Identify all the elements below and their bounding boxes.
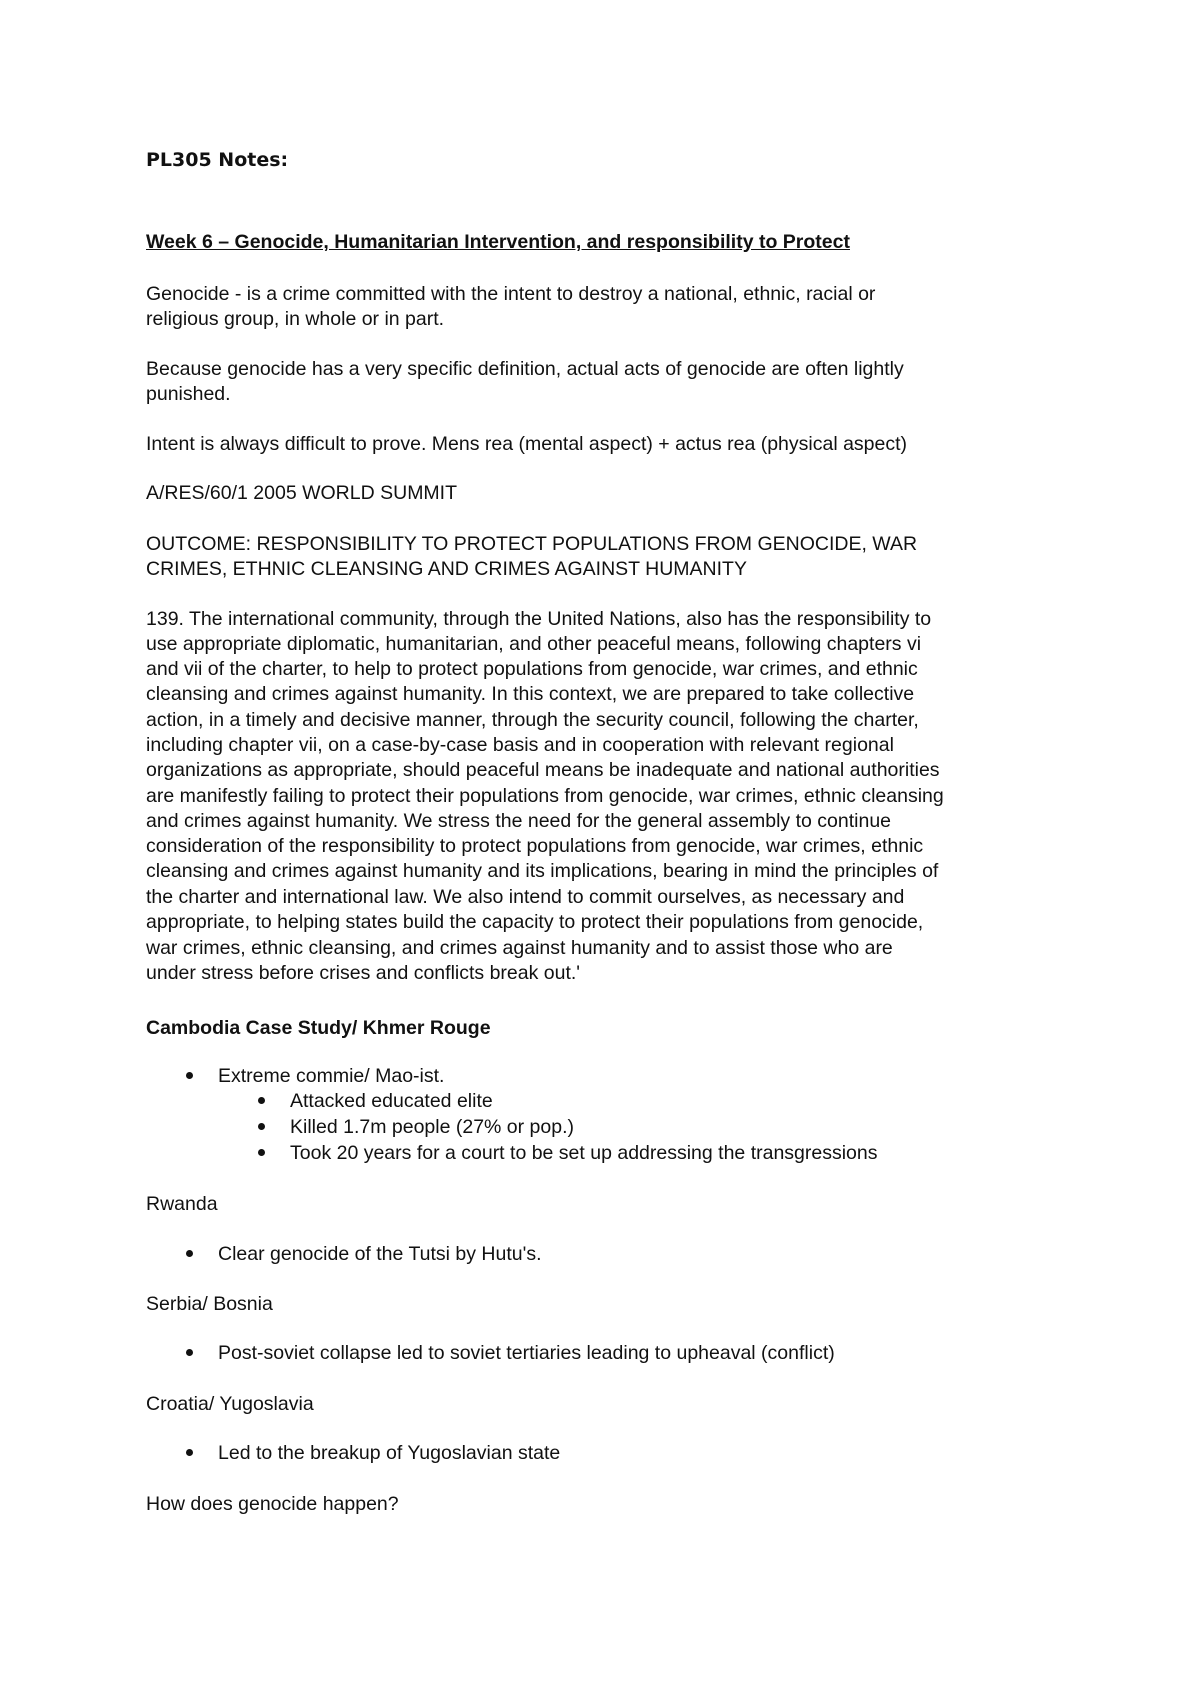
paragraph-139-line: use appropriate diplomatic, humanitarian, and other peaceful means, following chapters vi (146, 633, 922, 655)
cambodia-sub-bullet: Took 20 years for a court to be set up addressing the transgressions (290, 1142, 878, 1164)
paragraph-139-line: appropriate, to helping states build the capacity to protect their populations from genocide, (146, 911, 924, 933)
resolution-reference: A/RES/60/1 2005 WORLD SUMMIT (146, 482, 458, 504)
outcome-line-1: OUTCOME: RESPONSIBILITY TO PROTECT POPULATIONS FROM GENOCIDE, WAR (146, 533, 918, 555)
rwanda-heading: Rwanda (146, 1193, 218, 1215)
paragraph-139-line: war crimes, ethnic cleansing, and crimes against humanity and to assist those who are (146, 937, 893, 959)
paragraph-139-line: the charter and international law. We also intend to commit ourselves, as necessary and (146, 886, 905, 908)
cambodia-sub-bullet: Killed 1.7m people (27% or pop.) (290, 1116, 574, 1138)
week-heading: Week 6 – Genocide, Humanitarian Intervention, and responsibility to Protect (146, 231, 850, 253)
paragraph-139-line: cleansing and crimes against humanity and its implications, bearing in mind the principles of (146, 860, 939, 882)
paragraph-139-line: action, in a timely and decisive manner, through the security council, following the charter, (146, 709, 919, 731)
bullet-icon (258, 1097, 265, 1104)
bullet-icon (186, 1349, 193, 1356)
croatia-heading: Croatia/ Yugoslavia (146, 1393, 314, 1415)
rwanda-bullet: Clear genocide of the Tutsi by Hutu's. (218, 1243, 542, 1265)
bullet-icon (258, 1123, 265, 1130)
paragraph-139-line: 139. The international community, through the United Nations, also has the responsibility to (146, 608, 932, 630)
specific-definition-line-2: punished. (146, 383, 231, 405)
cambodia-sub-bullet: Attacked educated elite (290, 1090, 493, 1112)
bullet-icon (186, 1449, 193, 1456)
paragraph-139-line: and vii of the charter, to help to protect populations from genocide, war crimes, and ethnic (146, 658, 918, 680)
bullet-icon (186, 1250, 193, 1257)
paragraph-139-line: under stress before crises and conflicts break out.' (146, 962, 581, 984)
paragraph-139-line: including chapter vii, on a case-by-case basis and in cooperation with relevant regional (146, 734, 894, 756)
bullet-icon (186, 1072, 193, 1079)
genocide-definition-line-1: Genocide - is a crime committed with the intent to destroy a national, ethnic, racial or (146, 283, 876, 305)
specific-definition-line-1: Because genocide has a very specific definition, actual acts of genocide are often lightly (146, 358, 904, 380)
page-title: PL305 Notes: (146, 149, 289, 171)
closing-question: How does genocide happen? (146, 1493, 399, 1515)
bullet-icon (258, 1149, 265, 1156)
cambodia-heading: Cambodia Case Study/ Khmer Rouge (146, 1017, 491, 1039)
croatia-bullet: Led to the breakup of Yugoslavian state (218, 1442, 561, 1464)
paragraph-139-line: organizations as appropriate, should peaceful means be inadequate and national authorities (146, 759, 940, 781)
paragraph-139-line: and crimes against humanity. We stress the need for the general assembly to continue (146, 810, 892, 832)
intent-paragraph: Intent is always difficult to prove. Mens rea (mental aspect) + actus rea (physical aspect) (146, 433, 908, 455)
genocide-definition-line-2: religious group, in whole or in part. (146, 308, 445, 330)
paragraph-139-line: are manifestly failing to protect their populations from genocide, war crimes, ethnic cleansing (146, 785, 944, 807)
serbia-heading: Serbia/ Bosnia (146, 1293, 273, 1315)
outcome-line-2: CRIMES, ETHNIC CLEANSING AND CRIMES AGAINST HUMANITY (146, 558, 747, 580)
paragraph-139-line: consideration of the responsibility to protect populations from genocide, war crimes, ethnic (146, 835, 924, 857)
paragraph-139-line: cleansing and crimes against humanity. In this context, we are prepared to take collective (146, 683, 915, 705)
serbia-bullet: Post-soviet collapse led to soviet tertiaries leading to upheaval (conflict) (218, 1342, 835, 1364)
cambodia-bullet: Extreme commie/ Mao-ist. (218, 1065, 445, 1087)
